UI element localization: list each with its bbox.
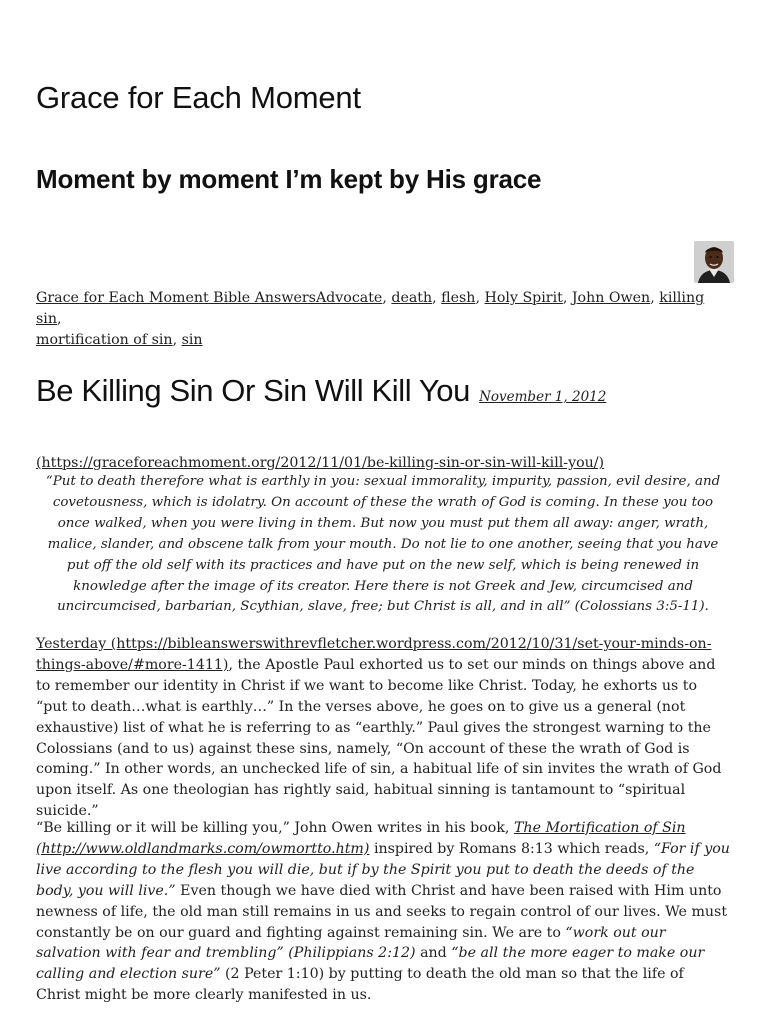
post-date[interactable]: November 1, 2012 (479, 389, 607, 405)
paragraph-2-text: and (415, 945, 452, 962)
book-url-link[interactable]: (http://www.oldlandmarks.com/owmortto.htm) (36, 840, 370, 857)
romans-quote: “For if you live according to the flesh you will die, but if by the Spirit you put to death the deeds of the body, you will live.” (36, 840, 730, 899)
site-title[interactable]: Grace for Each Moment (36, 80, 361, 115)
paragraph-2-text: Even though we have died with Christ and have been raised with Him unto newness of life, the old man still remains in us and seeks to regain control of our lives. We must constantly be on our guard and fighting against remaining sin. We are to (36, 882, 728, 941)
tag-link[interactable]: John Owen (571, 290, 651, 306)
tag-link[interactable]: Holy Spirit (484, 290, 563, 306)
paragraph-2-text: “Be killing or it will be killing you,” John Owen writes in his book, (36, 820, 514, 836)
tag-link[interactable]: killing sin (36, 290, 705, 327)
paragraph-1 (36, 634, 730, 822)
tag-link[interactable]: Grace for Each Moment Bible AnswersAdvocate (36, 290, 383, 306)
post-permalink[interactable]: (https://graceforeachmoment.org/2012/11/01/be-killing-sin-or-sin-will-kill-you/) (36, 455, 605, 471)
paragraph-2 (36, 818, 730, 1006)
post-tags: Grace for Each Moment Bible AnswersAdvocate, death, flesh, Holy Spirit, John Owen, killing sin, mortification of sin, sin (36, 290, 705, 348)
tag-link[interactable]: flesh (441, 290, 476, 306)
author-avatar[interactable] (694, 241, 734, 283)
tag-link[interactable]: mortification of sin (36, 332, 173, 348)
post-header (36, 373, 730, 409)
post-title[interactable]: Be Killing Sin Or Sin Will Kill You (36, 373, 470, 408)
peter-quote: “be all the more eager to make our calling and election sure” (36, 945, 705, 983)
paragraph-2-text: (2 Peter 1:10) by putting to death the old man so that the life of Christ might be more clearly manifested in us. (36, 966, 684, 1004)
scripture-quote: “Put to death therefore what is earthly in you: sexual immorality, impurity, passion, evil desire, and covetousness, which is idolatry. On account of these the wrath of God is coming. In these you too once walked, when you were living in them. But now you must put them all away: anger, wrath, malice, slander, and obscene talk from your mouth. Do not lie to one another, seeing that you have put off the old self with its practices and have put on the new self, which is being renewed in knowledge after the image of its creator. Here there is not Greek and Jew, circumcised and uncircumcised, barbarian, Scythian, slave, free; but Christ is all, and in all” (Colossians 3:5-11). (45, 474, 721, 615)
philippians-quote: “work out our salvation with fear and trembling” (Philippians 2:12) (36, 924, 666, 962)
site-tagline: Moment by moment I’m kept by His grace (36, 164, 542, 194)
paragraph-2-text: inspired by Romans 8:13 which reads, (369, 840, 654, 857)
paragraph-1-text: , the Apostle Paul exhorted us to set our minds on things above and to remember our identity in Christ if we want to become like Christ. Today, he exhorts us to “put to death…what is earthly…” In the verses above, he goes on to give us a general (not exhaustive) list of what he is referring to as “earthly.” Paul gives the strongest warning to the Colossians (and to us) against these sins, namely, “On account of these the wrath of God is coming.” In other words, an unchecked life of sin, a habitual life of sin invites the wrath of God upon itself. As one theologian has rightly said, habitual sinning is tantamount to “spiritual suicide.” (36, 656, 722, 820)
yesterday-link[interactable]: Yesterday (https://bibleanswerswithrevfletcher.wordpress.com/2012/10/31/set-your-minds-on-things-above/#more-1411) (36, 636, 712, 673)
avatar-photo (694, 241, 734, 283)
book-link[interactable]: The Mortification of Sin (513, 820, 686, 836)
tag-link[interactable]: sin (181, 332, 203, 348)
tag-link[interactable]: death (391, 290, 433, 306)
